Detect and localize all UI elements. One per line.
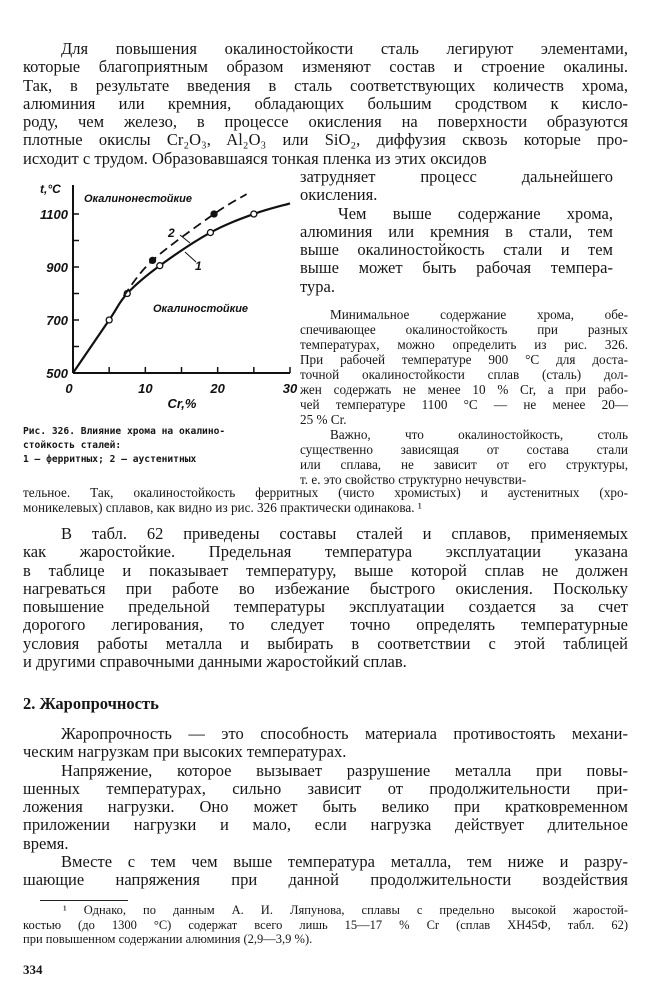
figure-caption — [23, 425, 285, 467]
text-line: алюминия или кремния в стали, тем — [300, 222, 613, 241]
y-tick-label: 500 — [46, 366, 68, 381]
y-tick-label: 900 — [46, 260, 68, 275]
series-2-label: 2 — [168, 226, 175, 240]
text-line: ческим нагрузкам при высоких температурах. — [23, 743, 347, 762]
series-1-point — [251, 211, 257, 217]
region-label-stable: Окалиностойкие — [153, 303, 249, 315]
paragraph — [23, 725, 628, 762]
text-line: существенно зависящая от состава стали — [300, 442, 628, 457]
series-1-label: 1 — [195, 259, 202, 273]
text-line: Чем выше содержание хрома, — [338, 204, 613, 223]
y-tick-label: 1100 — [40, 207, 68, 222]
text-line: 25 % Cr. — [300, 412, 347, 427]
text-line: при повышенном содержании алюминия (2,9—3,9 %). — [23, 932, 313, 946]
chromium-oxidation-chart — [0, 0, 320, 430]
paragraph — [23, 485, 628, 515]
series-1-curve — [73, 203, 290, 373]
text-line: В табл. 62 приведены составы сталей и сплавов, применяемых — [61, 525, 628, 543]
text-line: При рабочей температуре 900 °С для доста- — [300, 352, 628, 367]
text-line: и другими справочными данными жаростойкий сплав. — [23, 653, 407, 672]
paragraph — [23, 853, 628, 890]
paragraph — [300, 427, 628, 487]
text-line: стойкость сталей: — [23, 440, 122, 451]
text-line: Минимальное содержание хрома, обе- — [330, 307, 628, 322]
y-tick-label: 700 — [46, 313, 68, 328]
text-line: 1 — ферритных; 2 — аустенитных — [23, 454, 197, 465]
text-line: шающие напряжения при данной продолжительности воздействия — [23, 871, 628, 890]
text-line: приложении нагрузки и мало, если нагрузка действует длительное — [23, 816, 628, 835]
text-line: плотные окислы Cr₂O₃, Al₂O₃ или SiO₂, диффузия сквозь которые про- — [23, 131, 628, 150]
text-line: тура. — [300, 277, 335, 296]
y-axis-label: t,°C — [40, 182, 61, 196]
text-line: чей температуре 1100 °С — не менее 20— — [300, 397, 628, 412]
text-line: дорогого легирования, то следует точно определять температурные — [23, 616, 628, 635]
paragraph — [300, 168, 613, 205]
series-2-point — [150, 257, 156, 263]
region-label-unstable: Окалинонестойкие — [84, 193, 192, 205]
series-2-leader — [180, 235, 190, 243]
paragraph — [23, 762, 628, 853]
table-reference-paragraph — [23, 525, 628, 671]
text-line: время. — [23, 834, 69, 853]
text-line: ложения нагрузки. Оно может быть велико при кратковременном — [23, 798, 628, 817]
heat-resistance-text — [23, 725, 628, 890]
text-line: повышение предельной температуры эксплуатации создается за счет — [23, 598, 628, 617]
text-line: роду, чем железо, в процессе окисления на поверхности образуются — [23, 113, 628, 132]
text-line: алюминия или кремния, обладающих большим сродством к кисло- — [23, 94, 628, 113]
text-line: затрудняет процесс дальнейшего — [300, 168, 613, 186]
x-tick-label: 30 — [282, 381, 298, 396]
text-line: исходит с трудом. Образовавшаяся тонкая пленка из этих оксидов — [23, 149, 487, 168]
x-axis-label: Cr,% — [167, 396, 197, 411]
page-number: 334 — [23, 962, 43, 977]
text-line: которые благоприятным образом изменяют состав и строение окалины. — [23, 58, 628, 77]
text-line: Важно, что окалиностойкость, столь — [330, 427, 628, 442]
text-line: шенных температурах, сильно зависит от продолжительности при- — [23, 779, 628, 798]
right-column-text — [300, 168, 613, 296]
section-heading: 2. Жаропрочность — [23, 694, 159, 713]
paragraph — [23, 525, 628, 671]
text-line: как жаростойкие. Предельная температура эксплуатации указана — [23, 543, 628, 562]
paragraph — [23, 425, 285, 467]
footnote-divider — [40, 900, 128, 901]
x-tick-label: 0 — [65, 381, 73, 396]
text-line: условия работы металла и выбирать в соответствии с этой таблицей — [23, 634, 628, 653]
text-line: костью (до 1300 °С) содержат всего лишь 15—17 % Cr (сплав ХН45Ф, табл. 62) — [23, 917, 628, 932]
text-line: тельное. Так, окалиностойкость ферритных (чисто хромистых) и аустенитных (хро- — [23, 485, 628, 500]
footnote — [23, 903, 628, 947]
series-1-point — [106, 317, 112, 323]
text-line: ¹ Однако, по данным А. И. Ляпунова, сплавы с предельно высокой жаростой- — [63, 903, 628, 917]
text-line: или сплава, не зависит от его структуры, — [300, 457, 628, 472]
text-line: т. е. это свойство структурно нечувстви- — [300, 472, 527, 487]
series-1-point — [207, 230, 213, 236]
text-line: нагреваться при работе во избежание быстрого окисления. Поскольку — [23, 579, 628, 598]
text-line: Так, в результате введения в сталь соответствующих количеств хрома, — [23, 76, 628, 95]
text-line: Напряжение, которое вызывает разрушение металла при повы- — [61, 761, 628, 780]
paragraph — [300, 307, 628, 427]
text-line: Вместе с тем чем выше температура металла, тем ниже и разру- — [61, 853, 628, 872]
text-line: выше может быть рабочая темпера- — [300, 259, 613, 278]
text-line: выше окалиностойкость стали и тем — [300, 241, 613, 260]
text-line: спечивающее окалиностойкость при разных — [300, 322, 628, 337]
small-print-continuation — [23, 485, 628, 515]
series-1-point — [157, 263, 163, 269]
small-print-text — [300, 307, 628, 487]
text-line: Рис. 326. Влияние хрома на окалино- — [23, 426, 226, 437]
x-tick-label: 10 — [138, 381, 153, 396]
text-line: моникелевых) сплавов, как видно из рис. 326 практически одинакова. ¹ — [23, 500, 422, 515]
series-2-point — [211, 211, 217, 217]
text-line: окисления. — [300, 186, 378, 205]
paragraph — [300, 205, 613, 296]
text-line: температурах, можно определить из рис. 326. — [300, 337, 628, 352]
text-line: Жаропрочность — это способность материала противостоять механи- — [61, 725, 628, 743]
paragraph — [23, 903, 628, 947]
text-line: Для повышения окалиностойкости сталь легируют элементами, — [61, 40, 628, 58]
text-line: жен содержать не менее 10 % Cr, а при рабо- — [300, 382, 628, 397]
text-line: в таблице и показывает температуру, выше которой сплав не должен — [23, 561, 628, 580]
text-line: точной окалиностойкости сплав (сталь) дол- — [300, 367, 628, 382]
x-tick-label: 20 — [210, 381, 225, 396]
